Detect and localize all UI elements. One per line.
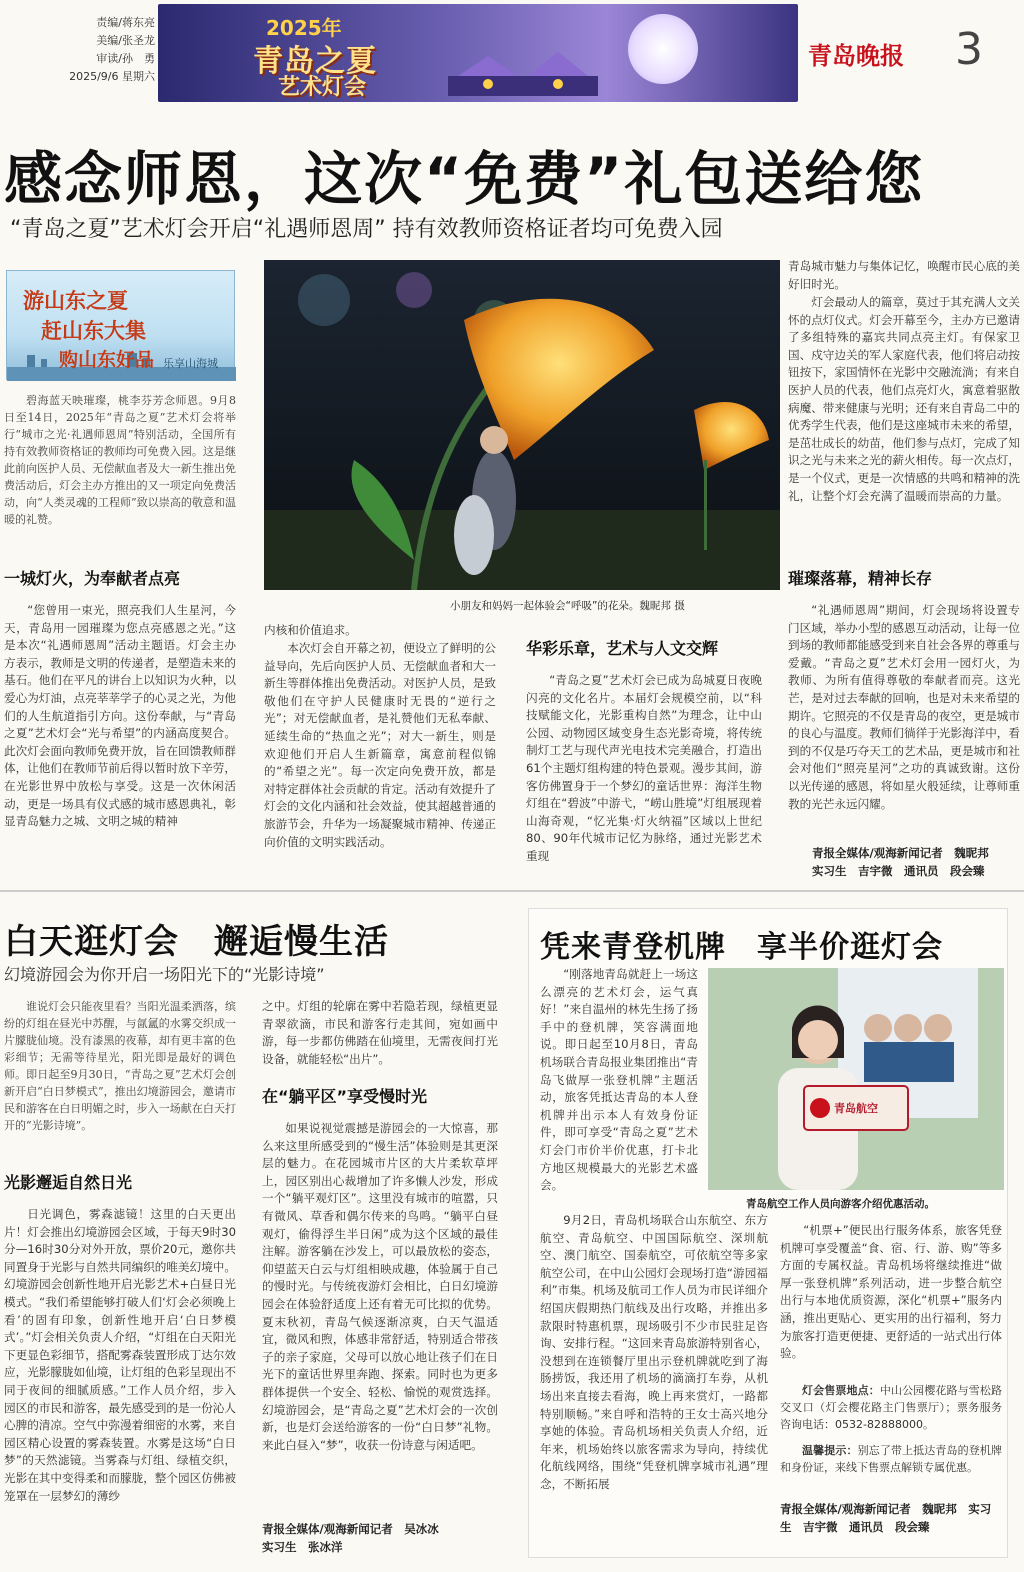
article1-intro: [4, 392, 236, 554]
banner-subtitle: 艺术灯会: [278, 75, 367, 100]
reviewer-line: 审读/孙 勇: [96, 52, 155, 65]
article3-col1: [540, 966, 698, 1204]
ticket-text: 中山公园樱花路与雪松路交叉口（灯会樱花路主门售票厅）；票务服务咨询电话：0532-82888000。: [780, 1384, 1002, 1431]
newspaper-logo: 青岛晚报: [808, 41, 904, 70]
article2-col2-top: [262, 998, 498, 1070]
article1-col4b: [788, 602, 1020, 842]
date-line: 2025/9/6 星期六: [69, 70, 155, 83]
article2-byline-1: 青报全媒体/观海新闻记者 吴冰冰: [262, 1522, 439, 1536]
article2-col2: [262, 1120, 498, 1518]
header-banner: [158, 4, 798, 102]
article1-byline: [812, 844, 1024, 880]
article2-intro: [4, 998, 236, 1158]
article1-title: 感念师恩，这次“免费”礼包送给您: [4, 145, 925, 213]
article2-section1-heading: 光影邂逅自然日光: [4, 1173, 133, 1192]
article1-col4: [788, 294, 1020, 554]
article1-col4b-text: “礼遇师恩周”期间，灯会现场将设置专门区域，举办小型的感恩互动活动，让每一位到场的教师都能感受到来自社会各界的尊重与爱戴。“青岛之夏”艺术灯会用一园灯火，为教师、为所有值得尊敬的奉献者而亮。这光芒，是对过去奉献的回响，也是对未来希望的期许。它照亮的不仅是青岛的夜空，更是城市的良心与温度。教师们徜徉于光影海洋中，看到的不仅是巧夺天工的艺术品，更是城市和社会对他们“照亮星河”之功的真诚致谢。这份以光传递的感恩，将如星火般延续，让尊师重教的光芒永远闪耀。: [788, 603, 1020, 811]
flower-lantern-icon: [264, 260, 780, 590]
article2-col1-text: 日光调色，雾森滤镜！这里的白天更出片！灯会推出幻境游园会区域，于每天9时30分—16时30分对外开放，票价20元，邀你共同置身于光影与自然共同编织的唯美幻境中。幻境游园会创新性地开启光影艺术+白昼日光模式。“我们希望能够打破人们‘灯会必须晚上看’的固有印象，创新性地开启‘白日梦模式’。”灯会相关负责人介绍，“灯组在白天阳光下更显色彩细节，搭配雾森装置形成丁达尔效应，光影朦胧如仙境，让灯组的色彩呈现出不同于夜间的细腻质感。”工作人员介绍，步入园区的市民和游客，最先感受到的是一份沁人心脾的清凉。空气中弥漫着细密的水雾，来自园区精心设置的雾森装置。水雾是这场“白日梦”的天然滤镜。当雾森与灯组、绿植交织，光影在其中变得柔和而朦胧，整个园区仿佛被笼罩在一层梦幻的薄纱: [4, 1207, 236, 1503]
article1-col3: [526, 672, 762, 880]
article1-col2-top: [264, 622, 496, 640]
article1-col2: [264, 640, 496, 880]
article1-section1-heading: 一城灯火，为奉献者点亮: [4, 569, 181, 588]
ad-line-2: 赶山东大集: [41, 318, 146, 343]
article3-byline: 青报全媒体/观海新闻记者 魏昵邦 实习生 吉宇微 通讯员 段会臻: [780, 1502, 992, 1534]
airline-staff-icon: [708, 968, 1004, 1190]
article1-col4-top-text: 青岛城市魅力与集体记忆，唤醒市民心底的美好旧时光。: [788, 259, 1020, 291]
tip-label: 温馨提示：: [802, 1444, 858, 1457]
lantern-photo: [264, 260, 780, 590]
article1-col2-top-text: 内核和价值追求。: [264, 623, 357, 637]
article2-section2-heading: 在“躺平区”享受慢时光: [262, 1087, 428, 1106]
ad-line-3: 购山东好品: [59, 349, 155, 371]
article3-col2: [780, 1222, 1002, 1378]
editor-info: [30, 14, 155, 86]
article2-col1: [4, 1206, 236, 1558]
section-divider: [0, 890, 1024, 892]
promo-ad: [6, 270, 235, 380]
article2-subtitle: 幻境游园会为你开启一场阳光下的“光影诗境”: [4, 965, 325, 984]
banner-year: 2025年: [266, 16, 342, 40]
article1-col1-text: “您曾用一束光，照亮我们人生星河，今天，青岛用一园璀璨为您点亮感恩之光。”这是本次“礼遇师恩周”活动主题语。灯会主办方表示，教师是文明的传递者，是塑造未来的基石。他们在平凡的讲台上以知识为火种，以爱心为灯油，点亮莘莘学子的心灵之光，为他们的人生航道指引方向。这份奉献，与“青岛之夏”艺术灯会“光与希望”的内涵高度契合。此次灯会面向教师免费开放，旨在回馈教师群体，让他们在教师节前后得以暂时放下辛劳，在光影世界中放松与享受。这是一次休闲活动，更是一场具有仪式感的城市感恩典礼，彰显青岛魅力之城、文明之城的精神: [4, 603, 236, 829]
page-number: 3: [955, 24, 983, 75]
article3-col1-text: “刚落地青岛就赶上一场这么漂亮的艺术灯会，运气真好！”来自温州的林先生扬了扬手中的登机牌，笑容满面地说。即日起至10月8日，青岛机场联合青岛报业集团推出“青岛飞做厚一张登机牌”主题活动，旅客凭抵达青岛的本人登机牌并出示本人有效身份证件，即可享受“青岛之夏”艺术灯会门市价半价优惠，打卡北方地区规模最大的光影艺术盛会。: [540, 967, 698, 1193]
article1-col3-text: “青岛之夏”艺术灯会已成为岛城夏日夜晚闪亮的文化名片。本届灯会规模空前，以“科技赋能文化，光影重构自然”为理念，让中山公园、动物园区域变身生态光影奇境，将传统制灯工艺与现代声光电技术完美融合，打造出61个主题灯组构建的特色景观。漫步其间，游客仿佛置身于一个梦幻的童话世界：海洋生物灯组在“碧波”中游弋，“崂山胜境”灯组展现着山海奇观，“忆光集·灯火纳福”区域以上世纪80、90年代城市记忆为脉络，通过光影艺术重现: [526, 673, 762, 863]
article1-section3-heading: 璀璨落幕，精神长存: [788, 569, 933, 588]
article1-byline-1: 青报全媒体/观海新闻记者 魏昵邦: [812, 846, 989, 860]
banner-title: 青岛之夏: [253, 44, 377, 79]
tip-info: [780, 1442, 1002, 1496]
article1-subtitle: “青岛之夏”艺术灯会开启“礼遇师恩周” 持有效教师资格证者均可免费入园: [10, 217, 723, 242]
article2-title: 白天逛灯会 邂逅慢生活: [4, 922, 389, 962]
article3-col1b-text: 9月2日，青岛机场联合山东航空、东方航空、青岛航空、中国国际航空、深圳航空、澳门航空、国泰航空，可依航空等多家航空公司，在中山公园灯会现场打造“游园福利”市集。机场及航司工作人员为市民详细介绍国庆假期热门航线及出行攻略，并推出多款限时特惠机票，现场吸引不少市民驻足咨询、安排行程。“这回来青岛旅游特别省心，没想到在连锁餐厅里出示登机牌就吃到了海肠捞饭，我还用了机场的滴滴打车券，从机场出来直接去看海，晚上再来赏灯，一路都特别顺畅。”来自呼和浩特的王女士高兴地分享她的体验。青岛机场相关负责人介绍，近年来，机场始终以旅客需求为导向，持续优化航线网络，围绕“凭登机牌享城市礼遇”理念，不断拓展: [540, 1213, 768, 1491]
airline-photo-caption: 青岛航空工作人员向游客介绍优惠活动。: [746, 1198, 935, 1210]
moon-icon: [628, 14, 698, 84]
article1-byline-2: 实习生 吉宇微 通讯员 段会臻: [812, 864, 985, 878]
article3-col1b: [540, 1212, 768, 1556]
ticket-label: 灯会售票地点：: [802, 1384, 880, 1397]
article1-col4-text: 灯会最动人的篇章，莫过于其充满人文关怀的点灯仪式。灯会开幕至今，主办方已邀请了多组特殊的嘉宾共同点亮主灯。有保家卫国、戍守边关的军人家庭代表，他们将启动按钮按下，家国情怀在光影中交融流淌；有来自医护人员的代表，他们点亮灯火，寓意着驱散病魔、带来健康与光明；还有来自青岛二中的优秀学生代表，他们是这座城市未来的希望，是茁壮成长的幼苗，他们参与点灯，完成了知识之光与未来之光的薪火相传。每一次点灯，是一个仪式，更是一次情感的共鸣和精神的洗礼，让整个灯会充满了温暖而崇高的力量。: [788, 295, 1020, 503]
article1-col2-text: 本次灯会自开幕之初，便设立了鲜明的公益导向，先后向医护人员、无偿献血者和大一新生等群体推出免费活动。对医护人员，是致敬他们在守护人民健康时无畏的“逆行之光”；对无偿献血者，是礼赞他们无私奉献、延续生命的“热血之光”；对大一新生，则是欢迎他们开启人生新篇章，寓意前程似锦的“希望之光”。每一次定向免费开放，都是对特定群体社会贡献的肯定。活动有效提升了灯会的文化内涵和社会效益，使其超越普通的旅游节会，升华为一场凝聚城市精神、传递正向价值的文明实践活动。: [264, 641, 496, 849]
editor-line: 责编/蒋东亮: [96, 16, 155, 29]
airline-sign-text: 青岛航空: [834, 1102, 878, 1115]
designer-line: 美编/张圣龙: [96, 34, 155, 47]
article1-section2-heading: 华彩乐章，艺术与人文交辉: [526, 639, 719, 658]
article2-byline-2: 实习生 张冰洋: [262, 1540, 343, 1554]
article2-col2-text: 如果说视觉震撼是游园会的一大惊喜，那么来这里所感受到的“慢生活”体验则是其更深层的魅力。在花园城市片区的大片柔软草坪上，园区别出心裁增加了许多懒人沙发，形成一个“躺平观灯区”。这里没有城市的喧嚣，只有微风、草香和偶尔传来的鸟鸣。“躺平白昼观灯，偷得浮生半日闲”成为这个区域的最佳注解。游客躺在沙发上，可以最放松的姿态，仰望蓝天白云与灯组相映成趣，体验属于自己的慢时光。与传统夜游灯会相比，白日幻境游园会在体验舒适度上还有着无可比拟的优势。夏末秋初，青岛气候逐渐凉爽，白天气温适宜，微风和煦，体感非常舒适，特别适合带孩子的亲子家庭，父母可以放心地让孩子们在日光下的童话世界里奔跑、探索。同时也为更多群体提供一个安全、轻松、愉悦的观赏选择。幻境游园会，是“青岛之夏”艺术灯会的一次创新，也是灯会送给游客的一份“白日梦”礼物。来此白昼入“梦”，收获一份诗意与闲适吧。: [262, 1121, 498, 1452]
article2-intro-text: 谁说灯会只能夜里看？当阳光温柔洒落，缤纷的灯组在昼光中苏醒，与氤氲的水雾交织成一片朦胧仙境。没有漆黑的夜幕，却有更丰富的色彩细节；无需等待星光，阳光即是最好的调色师。即日起至9月30日，“青岛之夏”艺术灯会创新开启“白日梦模式”，推出幻境游园会，邀请市民和游客在白日明媚之时，步入一场献在白天打开的“光影诗境”。: [4, 1000, 236, 1132]
airline-promo-photo: [708, 968, 1004, 1190]
article3-col2-text: “机票+”便民出行服务体系，旅客凭登机牌可享受覆盖“食、宿、行、游、购”等多方面的专属权益。青岛机场将继续推进“做厚一张登机牌”系列活动，进一步整合航空出行与本地优质资源，深化“机票+”服务内涵，推出更贴心、更实用的出行福利，努力为旅客打造更便捷、更舒适的一站式出行体验。: [780, 1223, 1002, 1361]
ad-line-1: 游山东之夏: [23, 288, 128, 313]
tip-text: 别忘了带上抵达青岛的登机牌和身份证，来线下售票点解锁专属优惠。: [780, 1444, 1002, 1474]
article2-col2-top-text: 之中。灯组的轮廓在雾中若隐若现，绿植更显青翠欲滴，市民和游客行走其间，宛如画中游，每一步都仿佛踏在仙境里，无需夜间打光设备，就能轻松“出片”。: [262, 999, 498, 1066]
ad-tag: 乐享山海城: [163, 357, 218, 370]
article2-byline: [262, 1520, 498, 1556]
article1-col4-top: [788, 258, 1020, 294]
article1-intro-text: 碧海蓝天映璀璨，桃李芬芳念师恩。9月8日至14日，2025年“青岛之夏”艺术灯会将举行“城市之光·礼遇师恩周”特别活动，全国所有持有效教师资格证的教师均可免费入园。这是继此前向医护人员、无偿献血者及大一新生推出免费活动后，灯会主办方推出的又一项定向免费活动，向“人类灵魂的工程师”致以崇高的敬意和温暖的礼赞。: [4, 394, 236, 526]
article3-title: 凭来青登机牌 享半价逛灯会: [540, 930, 943, 965]
ticket-info: [780, 1382, 1002, 1436]
lantern-decoration-icon: [448, 46, 598, 96]
lantern-photo-caption: 小朋友和妈妈一起体验会“呼吸”的花朵。魏昵邦 摄: [450, 600, 685, 612]
article1-col1: [4, 602, 236, 880]
